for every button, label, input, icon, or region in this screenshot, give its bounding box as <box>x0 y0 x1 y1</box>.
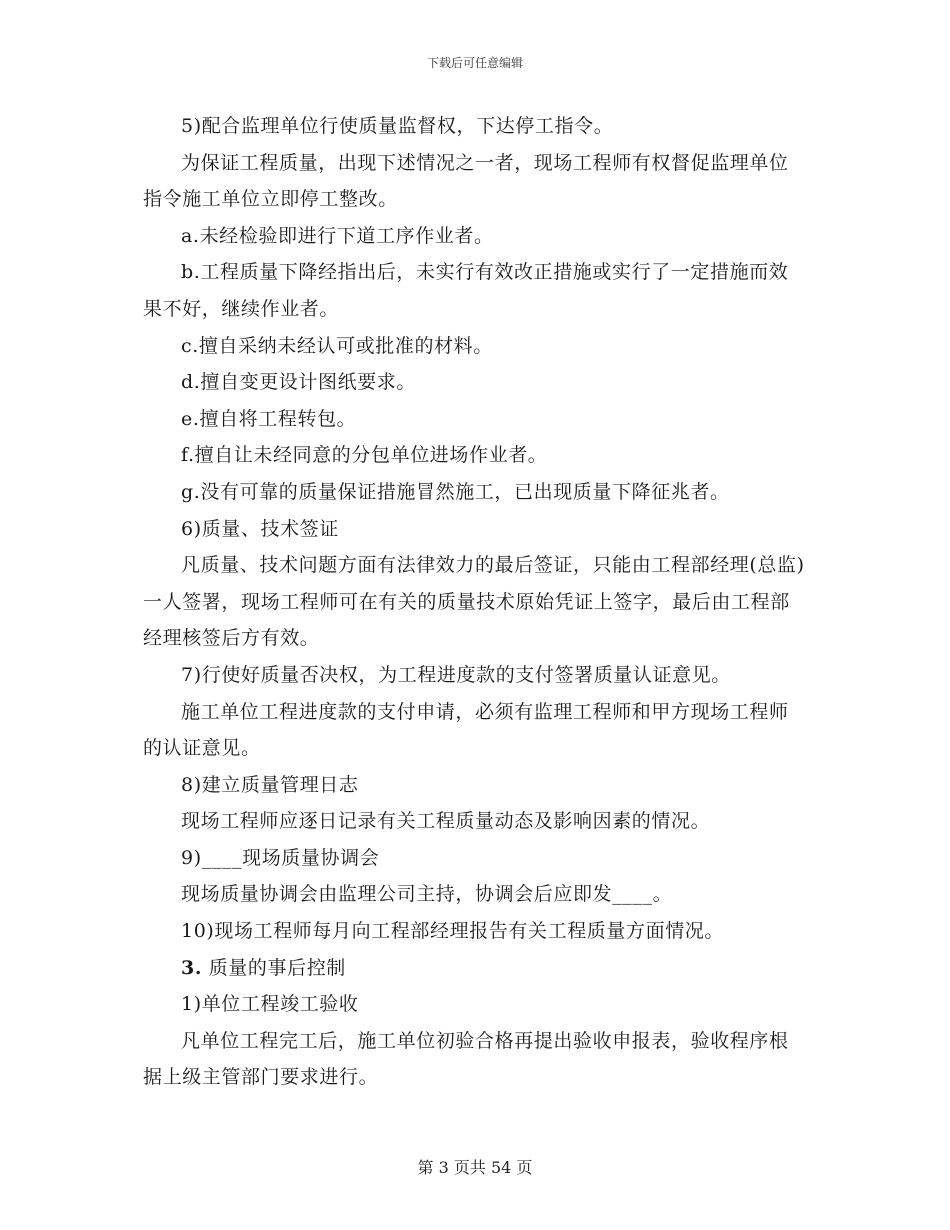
paragraph-item-1: 1)单位工程竣工验收 <box>181 993 359 1016</box>
list-item-c: c.擅自采纳未经认可或批准的材料。 <box>181 334 493 357</box>
list-item-d: d.擅自变更设计图纸要求。 <box>181 371 417 394</box>
paragraph: 为保证工程质量，出现下述情况之一者，现场工程师有权督促监理单位指令施工单位立即停工整改。 <box>143 151 789 211</box>
paragraph-item-5: 5)配合监理单位行使质量监督权，下达停工指令。 <box>181 115 614 137</box>
list-item-a: a.未经检验即进行下道工序作业者。 <box>181 224 494 247</box>
section-heading <box>143 950 807 987</box>
paragraph: 凡单位工程完工后，施工单位初验合格再提出验收申报表，验收程序根据上级主管部门要求进行。 <box>143 1029 789 1089</box>
paragraph-item-7: 7)行使好质量否决权，为工程进度款的支付签署质量认证意见。 <box>181 663 731 686</box>
list-item-e: e.擅自将工程转包。 <box>181 407 357 430</box>
section-title: 质量的事后控制 <box>208 956 346 979</box>
paragraph: 凡质量、技术问题方面有法律效力的最后签证，只能由工程部经理(总监)一人签署，现场工程师可在有关的质量技术原始凭证上签字，最后由工程部经理核签后方有效。 <box>143 554 805 650</box>
paragraph-item-10: 10)现场工程师每月向工程部经理报告有关工程质量方面情况。 <box>181 920 724 943</box>
document-body <box>143 108 807 1096</box>
section-number: 3. <box>181 956 203 979</box>
list-item-f: f.擅自让未经同意的分包单位进场作业者。 <box>181 444 548 467</box>
paragraph-item-6: 6)质量、技术签证 <box>181 517 339 540</box>
page-footer: 第 3 页共 54 页 <box>417 1158 533 1177</box>
paragraph-item-8: 8)建立质量管理日志 <box>181 773 359 796</box>
list-item-g: g.没有可靠的质量保证措施冒然施工，已出现质量下降征兆者。 <box>181 480 730 503</box>
paragraph-item-9: 9)____现场质量协调会 <box>181 846 380 869</box>
page-header: 下载后可任意编辑 <box>426 56 523 70</box>
paragraph: 现场工程师应逐日记录有关工程质量动态及影响因素的情况。 <box>181 810 711 833</box>
list-item-b: b.工程质量下降经指出后，未实行有效改正措施或实行了一定措施而效果不好，继续作业者。 <box>143 261 789 320</box>
paragraph: 施工单位工程进度款的支付申请，必须有监理工程师和甲方现场工程师的认证意见。 <box>143 700 789 760</box>
paragraph: 现场质量协调会由监理公司主持，协调会后应即发____。 <box>181 883 673 906</box>
